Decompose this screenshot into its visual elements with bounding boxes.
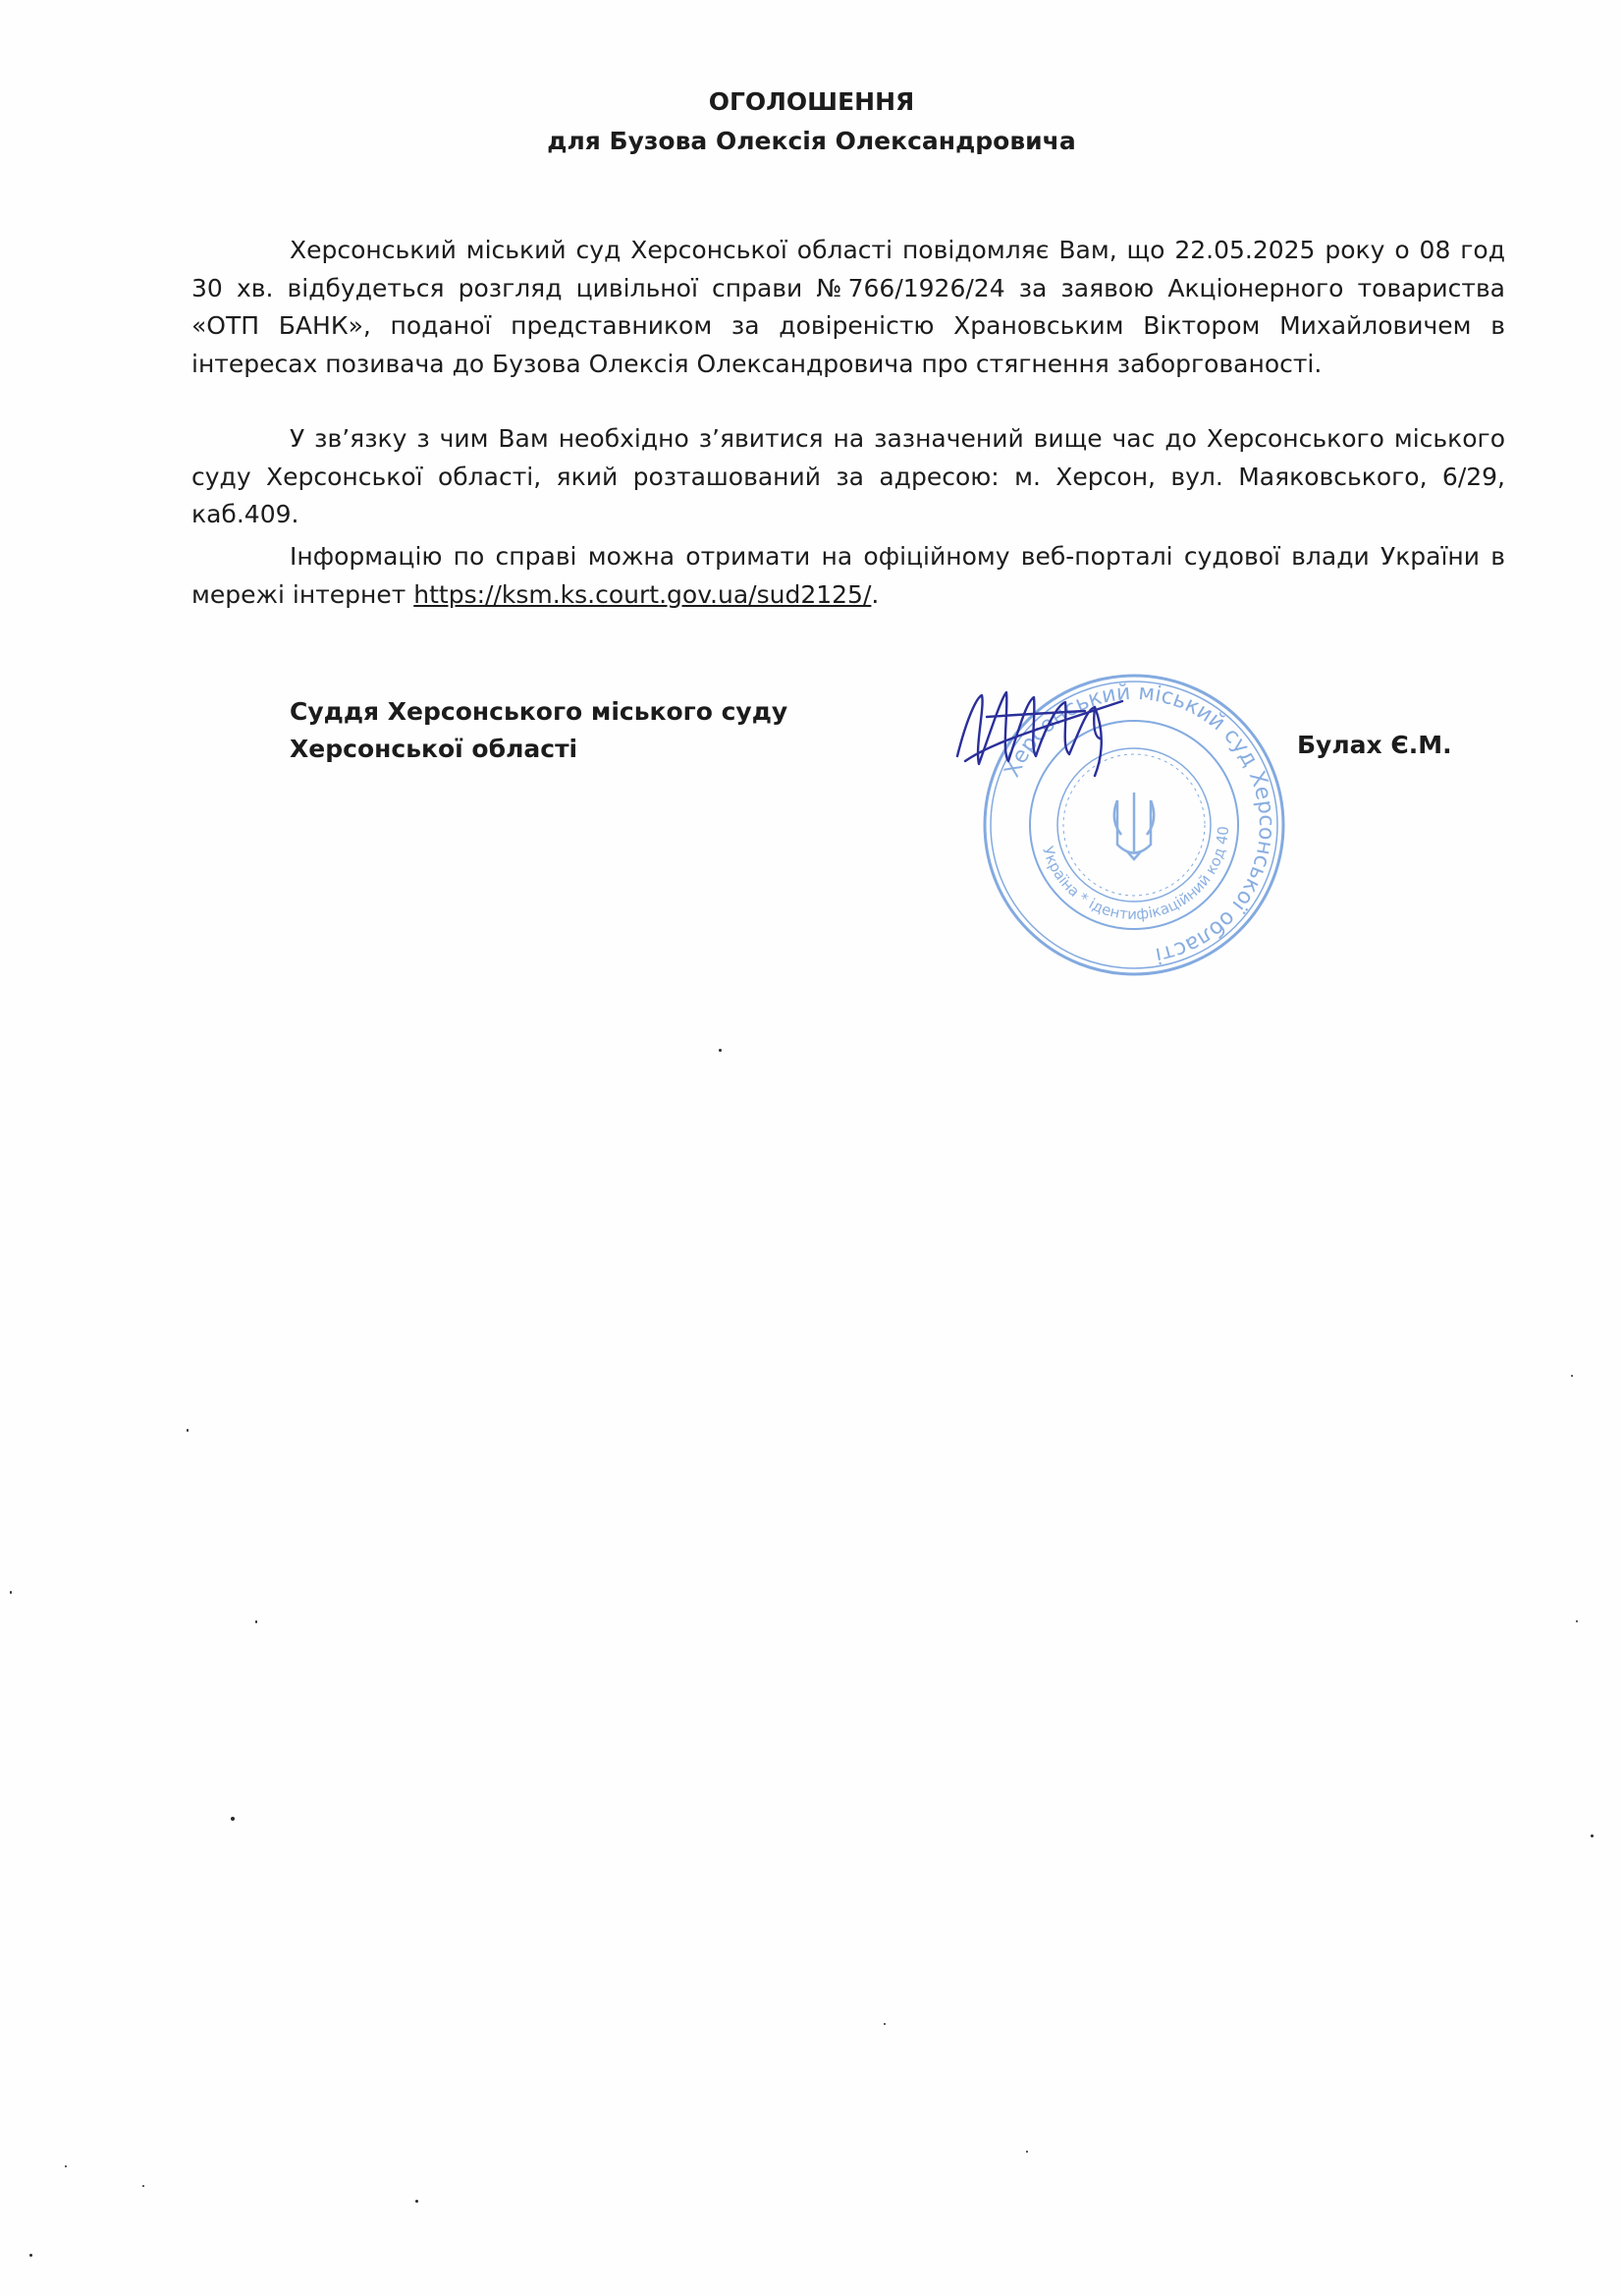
notice-paragraph-info [191, 538, 1505, 614]
scan-speck [142, 2185, 144, 2187]
scan-speck [29, 2254, 32, 2257]
svg-text:Херсонський міський суд Херсон: Херсонський міський суд Херсонської області [1000, 680, 1279, 968]
notice-paragraph-hearing: Херсонський міський суд Херсонської області повідомляє Вам, що 22.05.2025 року о 08 год 30 хв. відбудеться розгляд цивільної справи №766/1926/24 за заявою Акціонерного товариства «ОТП БАНК», поданої представником за довіреністю Храновським Віктором Михайловичем в інтересах позивача до Бузова Олексія Олександровича про стягнення заборгованості. [191, 236, 1505, 378]
scan-speck [65, 2165, 67, 2167]
scan-speck [1026, 2151, 1028, 2153]
scan-speck [255, 1620, 257, 1623]
scan-speck [231, 1817, 235, 1821]
document-subtitle: для Бузова Олексія Олександровича [547, 127, 1076, 155]
notice-paragraph-appearance: У зв’язку з чим Вам необхідно з’явитися на зазначений вище час до Херсонського міського суду Херсонської області, який розташований за адресою: м. Херсон, вул. Маяковського, 6/29, каб.409. [191, 424, 1505, 528]
scan-speck [1591, 1834, 1594, 1837]
scan-speck [187, 1429, 189, 1432]
scan-speck [415, 2200, 418, 2203]
document-title: ОГОЛОШЕННЯ [708, 87, 915, 116]
judge-title-line2: Херсонської області [290, 735, 578, 763]
info-text: Інформацію по справі можна отримати на офіційному веб-порталі судової влади України в мережі інтернет [191, 542, 1505, 609]
scan-speck [10, 1591, 12, 1594]
court-portal-link[interactable]: https://ksm.ks.court.gov.ua/sud2125/ [413, 579, 872, 609]
svg-text:Україна * ідентифікаційний код: Україна * ідентифікаційний код 40 [1039, 825, 1233, 924]
judge-signature [947, 678, 1144, 786]
info-text-end: . [871, 579, 880, 609]
judge-title-line1: Суддя Херсонського міського суду [290, 697, 788, 726]
judge-name: Булах Є.М. [1297, 731, 1452, 759]
scan-speck [1571, 1375, 1573, 1377]
scan-speck [1576, 1620, 1578, 1622]
scan-speck [884, 2023, 886, 2025]
scan-speck [719, 1049, 722, 1052]
judge-title [290, 693, 787, 768]
